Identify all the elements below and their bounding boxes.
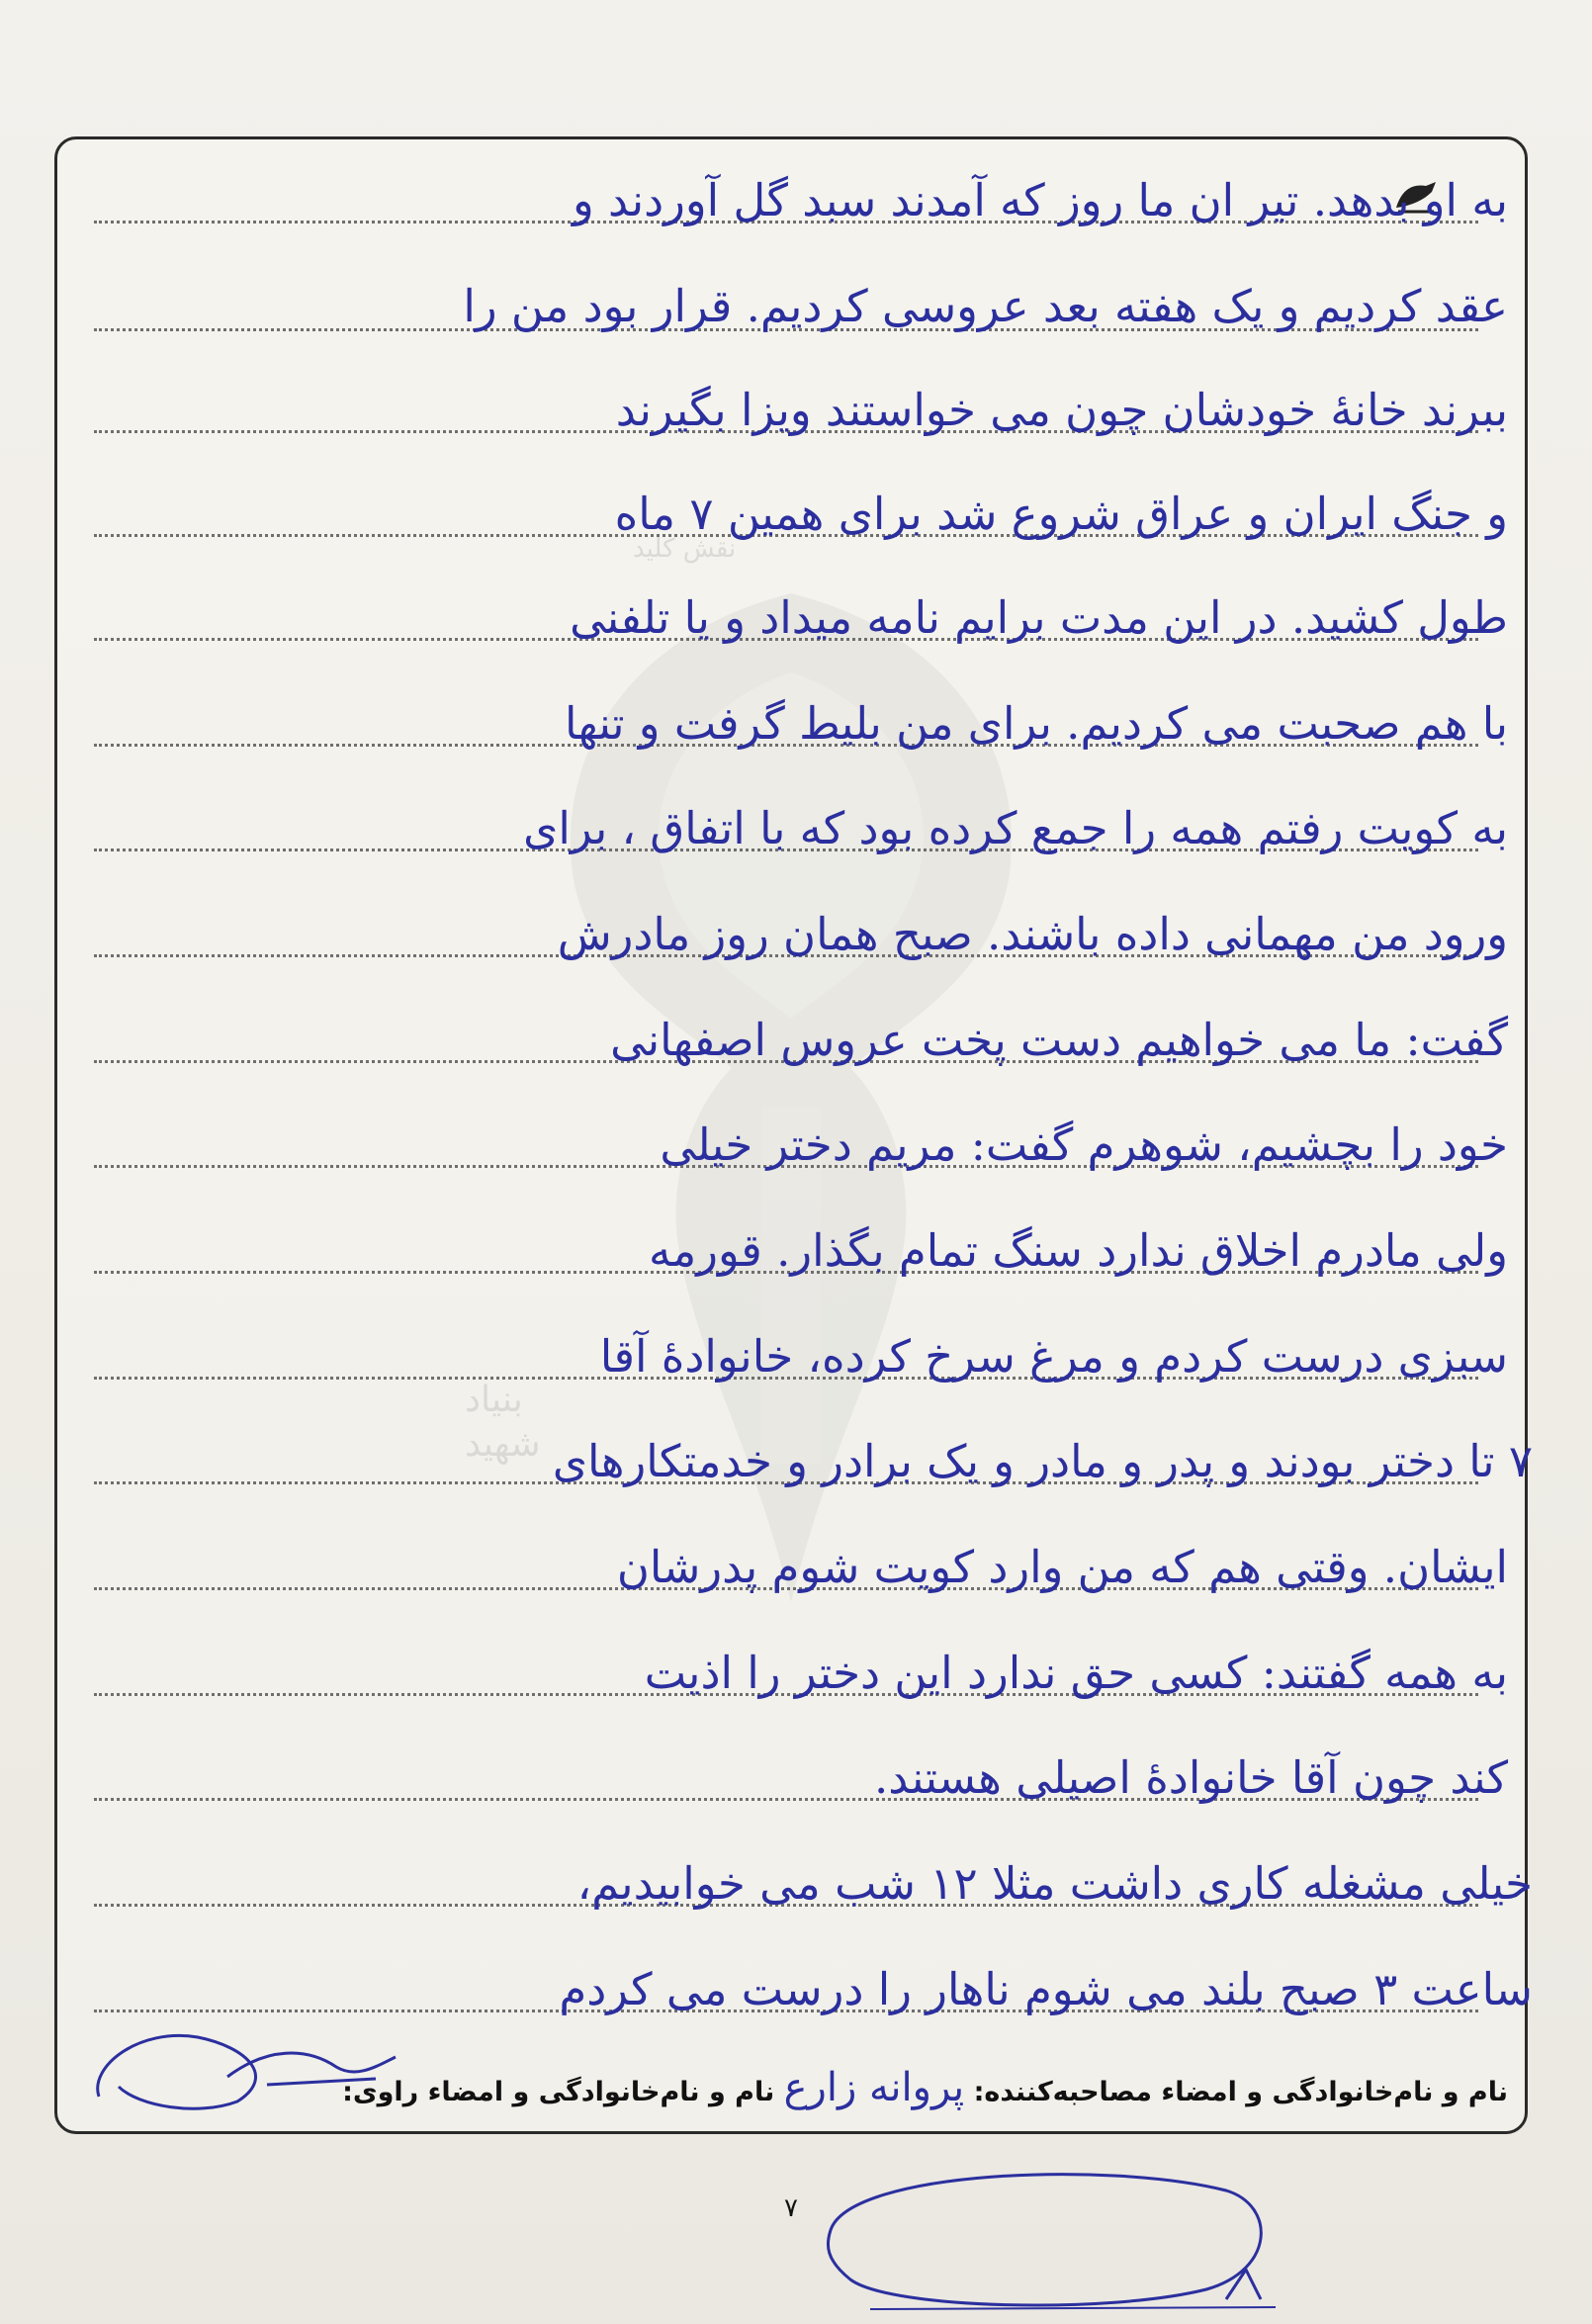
handwritten-line: ایشان. وقتی هم که من وارد کویت شوم پدرشان: [616, 1541, 1508, 1593]
handwritten-line: با هم صحبت می کردیم. برای من بلیط گرفت و تنها: [564, 697, 1508, 750]
handwritten-line: عقد کردیم و یک هفته بعد عروسی کردیم. قرار بود من را: [463, 280, 1508, 332]
handwritten-line: ولی مادرم اخلاق ندارد سنگ تمام بگذار. قورمه: [649, 1224, 1508, 1277]
handwritten-line: و جنگ ایران و عراق شروع شد برای همین ۷ ماه: [614, 488, 1508, 540]
handwritten-line: سبزی درست کردم و مرغ سرخ کرده، خانوادهٔ آقا: [599, 1330, 1508, 1383]
handwritten-line: کند چون آقا خانوادهٔ اصیلی هستند.: [873, 1751, 1508, 1804]
handwritten-line: ساعت ۳ صبح بلند می شوم ناهار را درست می کردم: [559, 1963, 1533, 2015]
handwritten-line: خود را بچشیم، شوهرم گفت: مریم دختر خیلی: [660, 1118, 1508, 1171]
narrator-signature: [79, 2008, 405, 2126]
handwritten-line: ورود من مهمانی داده باشند. صبح همان روز مادرش: [557, 908, 1508, 960]
handwritten-line: خیلی مشغله کاری داشت مثلا ۱۲ شب می خوابیدیم،: [576, 1857, 1533, 1910]
interviewer-label: نام و نام‌خانوادگی و امضاء مصاحبه‌کننده:: [973, 2077, 1508, 2107]
handwritten-line: ۷ تا دختر بودند و پدر و مادر و یک برادر و خدمتکارهای: [552, 1435, 1533, 1487]
interviewer-signature: [811, 2151, 1285, 2319]
handwritten-line: ببرند خانهٔ خودشان چون می خواستند ویزا بگیرند: [615, 384, 1508, 436]
handwritten-line: به کویت رفتم همه را جمع کرده بود که با اتفاق ، برای: [523, 802, 1508, 854]
interviewer-name: پروانه زارع: [783, 2065, 965, 2110]
handwritten-line: طول کشید. در این مدت برایم نامه میداد و یا تلفنی: [570, 591, 1508, 644]
handwritten-line: گفت: ما می خواهیم دست پخت عروس اصفهانی: [610, 1014, 1508, 1066]
handwritten-line: به همه گفتند: کسی حق ندارد این دختر را اذیت: [644, 1647, 1508, 1699]
narrator-label: نام و نام‌خانوادگی و امضاء راوی:: [342, 2077, 775, 2107]
handwritten-line: به او بدهد. تیر ان ما روز که آمدند سبد گل آوردند و: [572, 174, 1508, 226]
signature-footer: [342, 2065, 1508, 2110]
page-number: ۷: [784, 2193, 798, 2223]
